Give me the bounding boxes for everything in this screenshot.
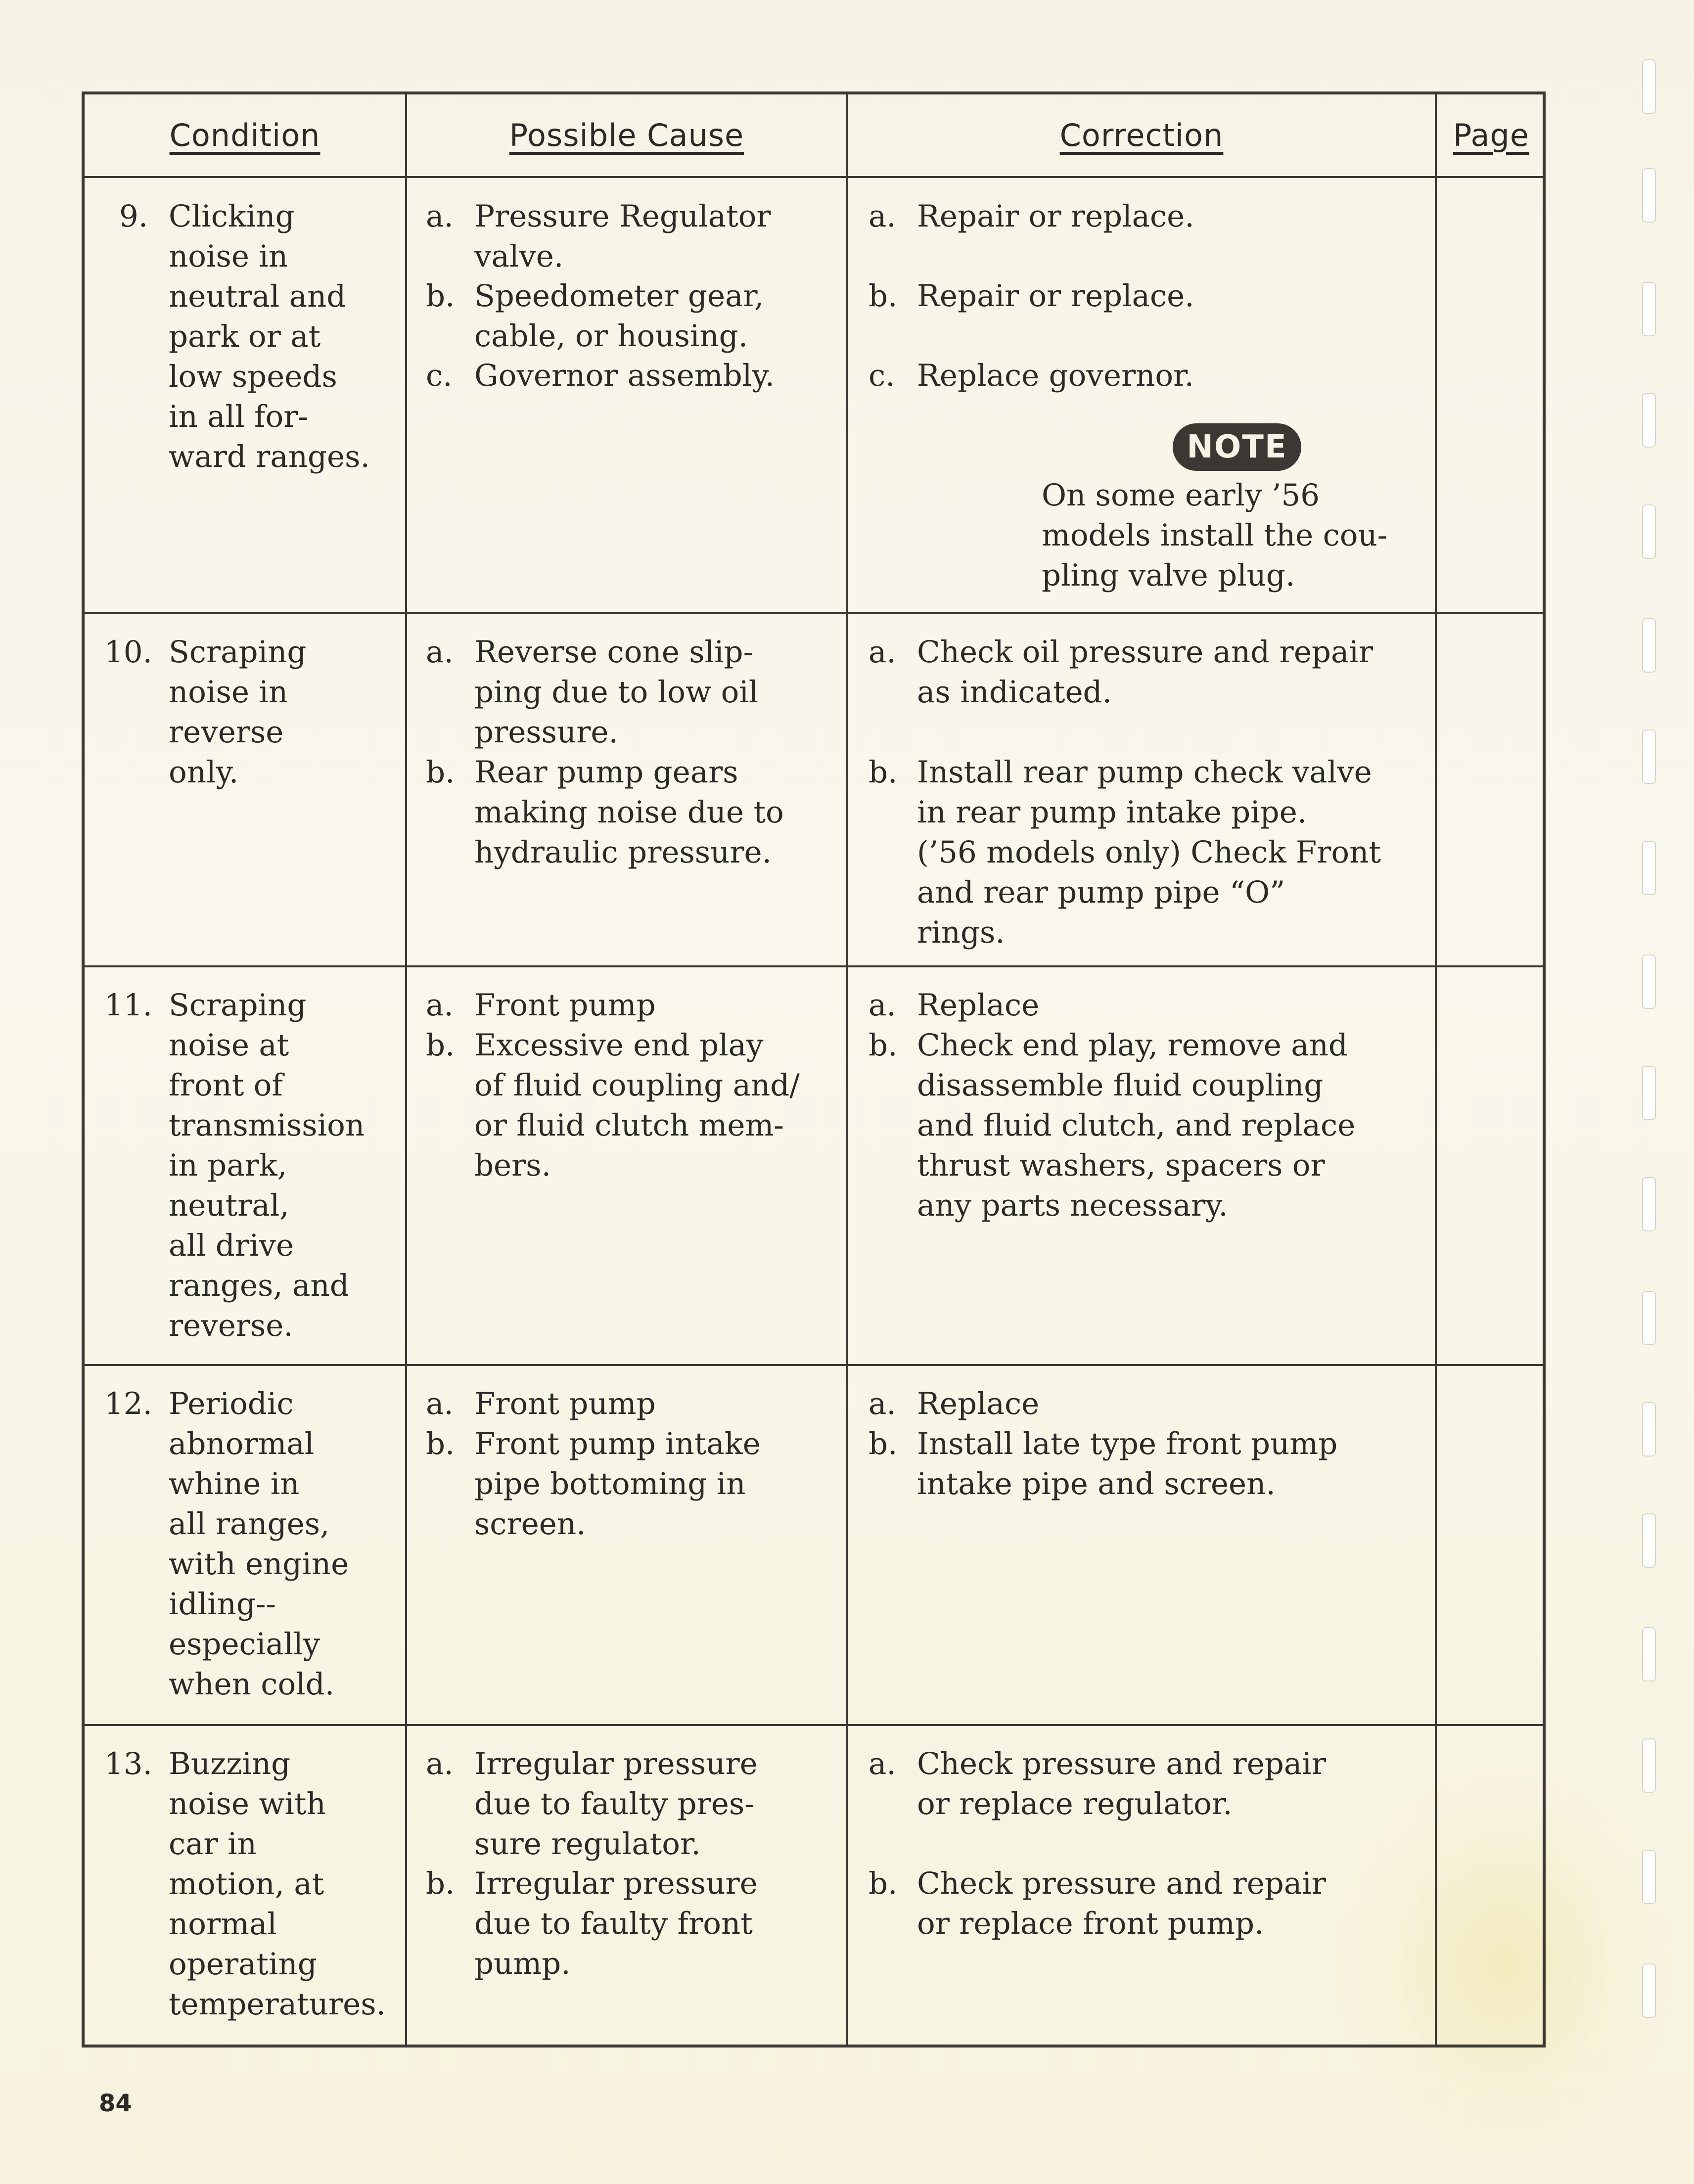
binder-hole: [1642, 1627, 1656, 1682]
item-text: Replace governor.: [917, 358, 1194, 393]
item-text: Governor assembly.: [474, 358, 775, 393]
header-correction: Correction: [1059, 117, 1224, 153]
row-divider: [85, 612, 1543, 614]
binder-hole: [1642, 1177, 1656, 1231]
condition-text: Scraping noise in reverse only.: [169, 635, 307, 790]
row-number: 9.: [119, 199, 148, 234]
header-condition: Condition: [169, 117, 320, 153]
item-letter: a.: [426, 988, 454, 1023]
item-text: Replace: [917, 988, 1040, 1023]
condition-text: Scraping noise at front of transmission in park, neutral, all drive ranges, and reverse.: [169, 988, 365, 1343]
item-letter: b.: [426, 755, 455, 790]
item-letter: a.: [426, 1746, 454, 1781]
column-divider: [846, 94, 848, 2045]
binder-hole: [1642, 618, 1656, 673]
item-letter: a.: [426, 1386, 454, 1421]
binder-hole: [1642, 729, 1656, 784]
item-letter: a.: [869, 1746, 896, 1781]
row-number: 13.: [104, 1746, 153, 1781]
troubleshooting-table: [82, 91, 1546, 2048]
item-text: Check oil pressure and repair as indicated.: [917, 635, 1373, 710]
binder-hole: [1642, 1963, 1656, 2018]
binder-hole: [1642, 1291, 1656, 1345]
condition-text: Buzzing noise with car in motion, at normal operating temperatures.: [169, 1746, 386, 2022]
header-possible-cause: Possible Cause: [509, 117, 744, 153]
item-letter: a.: [869, 988, 896, 1023]
item-letter: b.: [426, 1426, 455, 1461]
binder-hole: [1642, 1738, 1656, 1793]
binder-hole: [1642, 393, 1656, 448]
item-letter: a.: [869, 635, 896, 670]
item-text: Irregular pressure due to faulty front pump.: [474, 1866, 758, 1981]
item-text: Pressure Regulator valve.: [474, 199, 771, 274]
binder-hole: [1642, 955, 1656, 1009]
item-letter: a.: [426, 199, 454, 234]
binder-hole: [1642, 1513, 1656, 1568]
item-text: Irregular pressure due to faulty pres- sure regulator.: [474, 1746, 758, 1862]
header-divider: [85, 176, 1543, 178]
item-text: Reverse cone slip- ping due to low oil pressure.: [474, 635, 759, 750]
binder-hole: [1642, 1850, 1656, 1904]
binder-hole: [1642, 59, 1656, 114]
condition-text: Periodic abnormal whine in all ranges, with engine idling-- especially when cold.: [169, 1386, 349, 1702]
item-letter: b.: [869, 1028, 898, 1063]
row-divider: [85, 965, 1543, 967]
page-number: 84: [99, 2090, 132, 2117]
item-text: Front pump intake pipe bottoming in screen.: [474, 1426, 761, 1542]
item-text: Front pump: [474, 988, 656, 1023]
row-number: 12.: [104, 1386, 153, 1421]
item-text: Install rear pump check valve in rear pump intake pipe. (’56 models only) Check Front and rear pump pipe “O” rings.: [917, 755, 1381, 950]
row-divider: [85, 1724, 1543, 1726]
item-letter: b.: [869, 278, 898, 314]
item-text: Install late type front pump intake pipe and screen.: [917, 1426, 1338, 1502]
row-number: 10.: [104, 635, 153, 670]
item-text: Check pressure and repair or replace regulator.: [917, 1746, 1326, 1821]
row-number: 11.: [104, 988, 153, 1023]
header-page: Page: [1453, 117, 1530, 153]
item-text: Replace: [917, 1386, 1040, 1421]
item-text: Front pump: [474, 1386, 656, 1421]
binder-hole: [1642, 282, 1656, 336]
item-letter: b.: [869, 1426, 898, 1461]
item-letter: a.: [869, 199, 896, 234]
item-letter: b.: [426, 1028, 455, 1063]
column-divider: [405, 94, 407, 2045]
binder-hole: [1642, 168, 1656, 223]
item-letter: b.: [426, 1866, 455, 1901]
item-text: Repair or replace.: [917, 278, 1194, 314]
item-letter: b.: [869, 1866, 898, 1901]
item-letter: a.: [426, 635, 454, 670]
item-letter: c.: [426, 358, 453, 393]
item-text: Speedometer gear, cable, or housing.: [474, 278, 764, 354]
column-divider: [1435, 94, 1437, 2045]
row-divider: [85, 1364, 1543, 1366]
item-text: Rear pump gears making noise due to hydraulic pressure.: [474, 755, 784, 870]
binder-holes: [1642, 49, 1672, 2102]
condition-text: Clicking noise in neutral and park or at low speeds in all for- ward ranges.: [169, 199, 370, 474]
item-letter: c.: [869, 358, 895, 393]
item-text: Excessive end play of fluid coupling and/ or fluid clutch mem- bers.: [474, 1028, 800, 1183]
binder-hole: [1642, 1066, 1656, 1120]
note-badge: NOTE: [1173, 423, 1301, 471]
item-text: Repair or replace.: [917, 199, 1194, 234]
item-text: Check pressure and repair or replace front pump.: [917, 1866, 1326, 1941]
binder-hole: [1642, 1402, 1656, 1456]
binder-hole: [1642, 841, 1656, 895]
note-text: On some early ’56 models install the cou- pling valve plug.: [1042, 478, 1388, 593]
item-letter: a.: [869, 1386, 896, 1421]
item-letter: b.: [426, 278, 455, 314]
item-text: Check end play, remove and disassemble fluid coupling and fluid clutch, and replace thrust washers, spacers or any parts necessary.: [917, 1028, 1356, 1223]
binder-hole: [1642, 504, 1656, 559]
item-letter: b.: [869, 755, 898, 790]
